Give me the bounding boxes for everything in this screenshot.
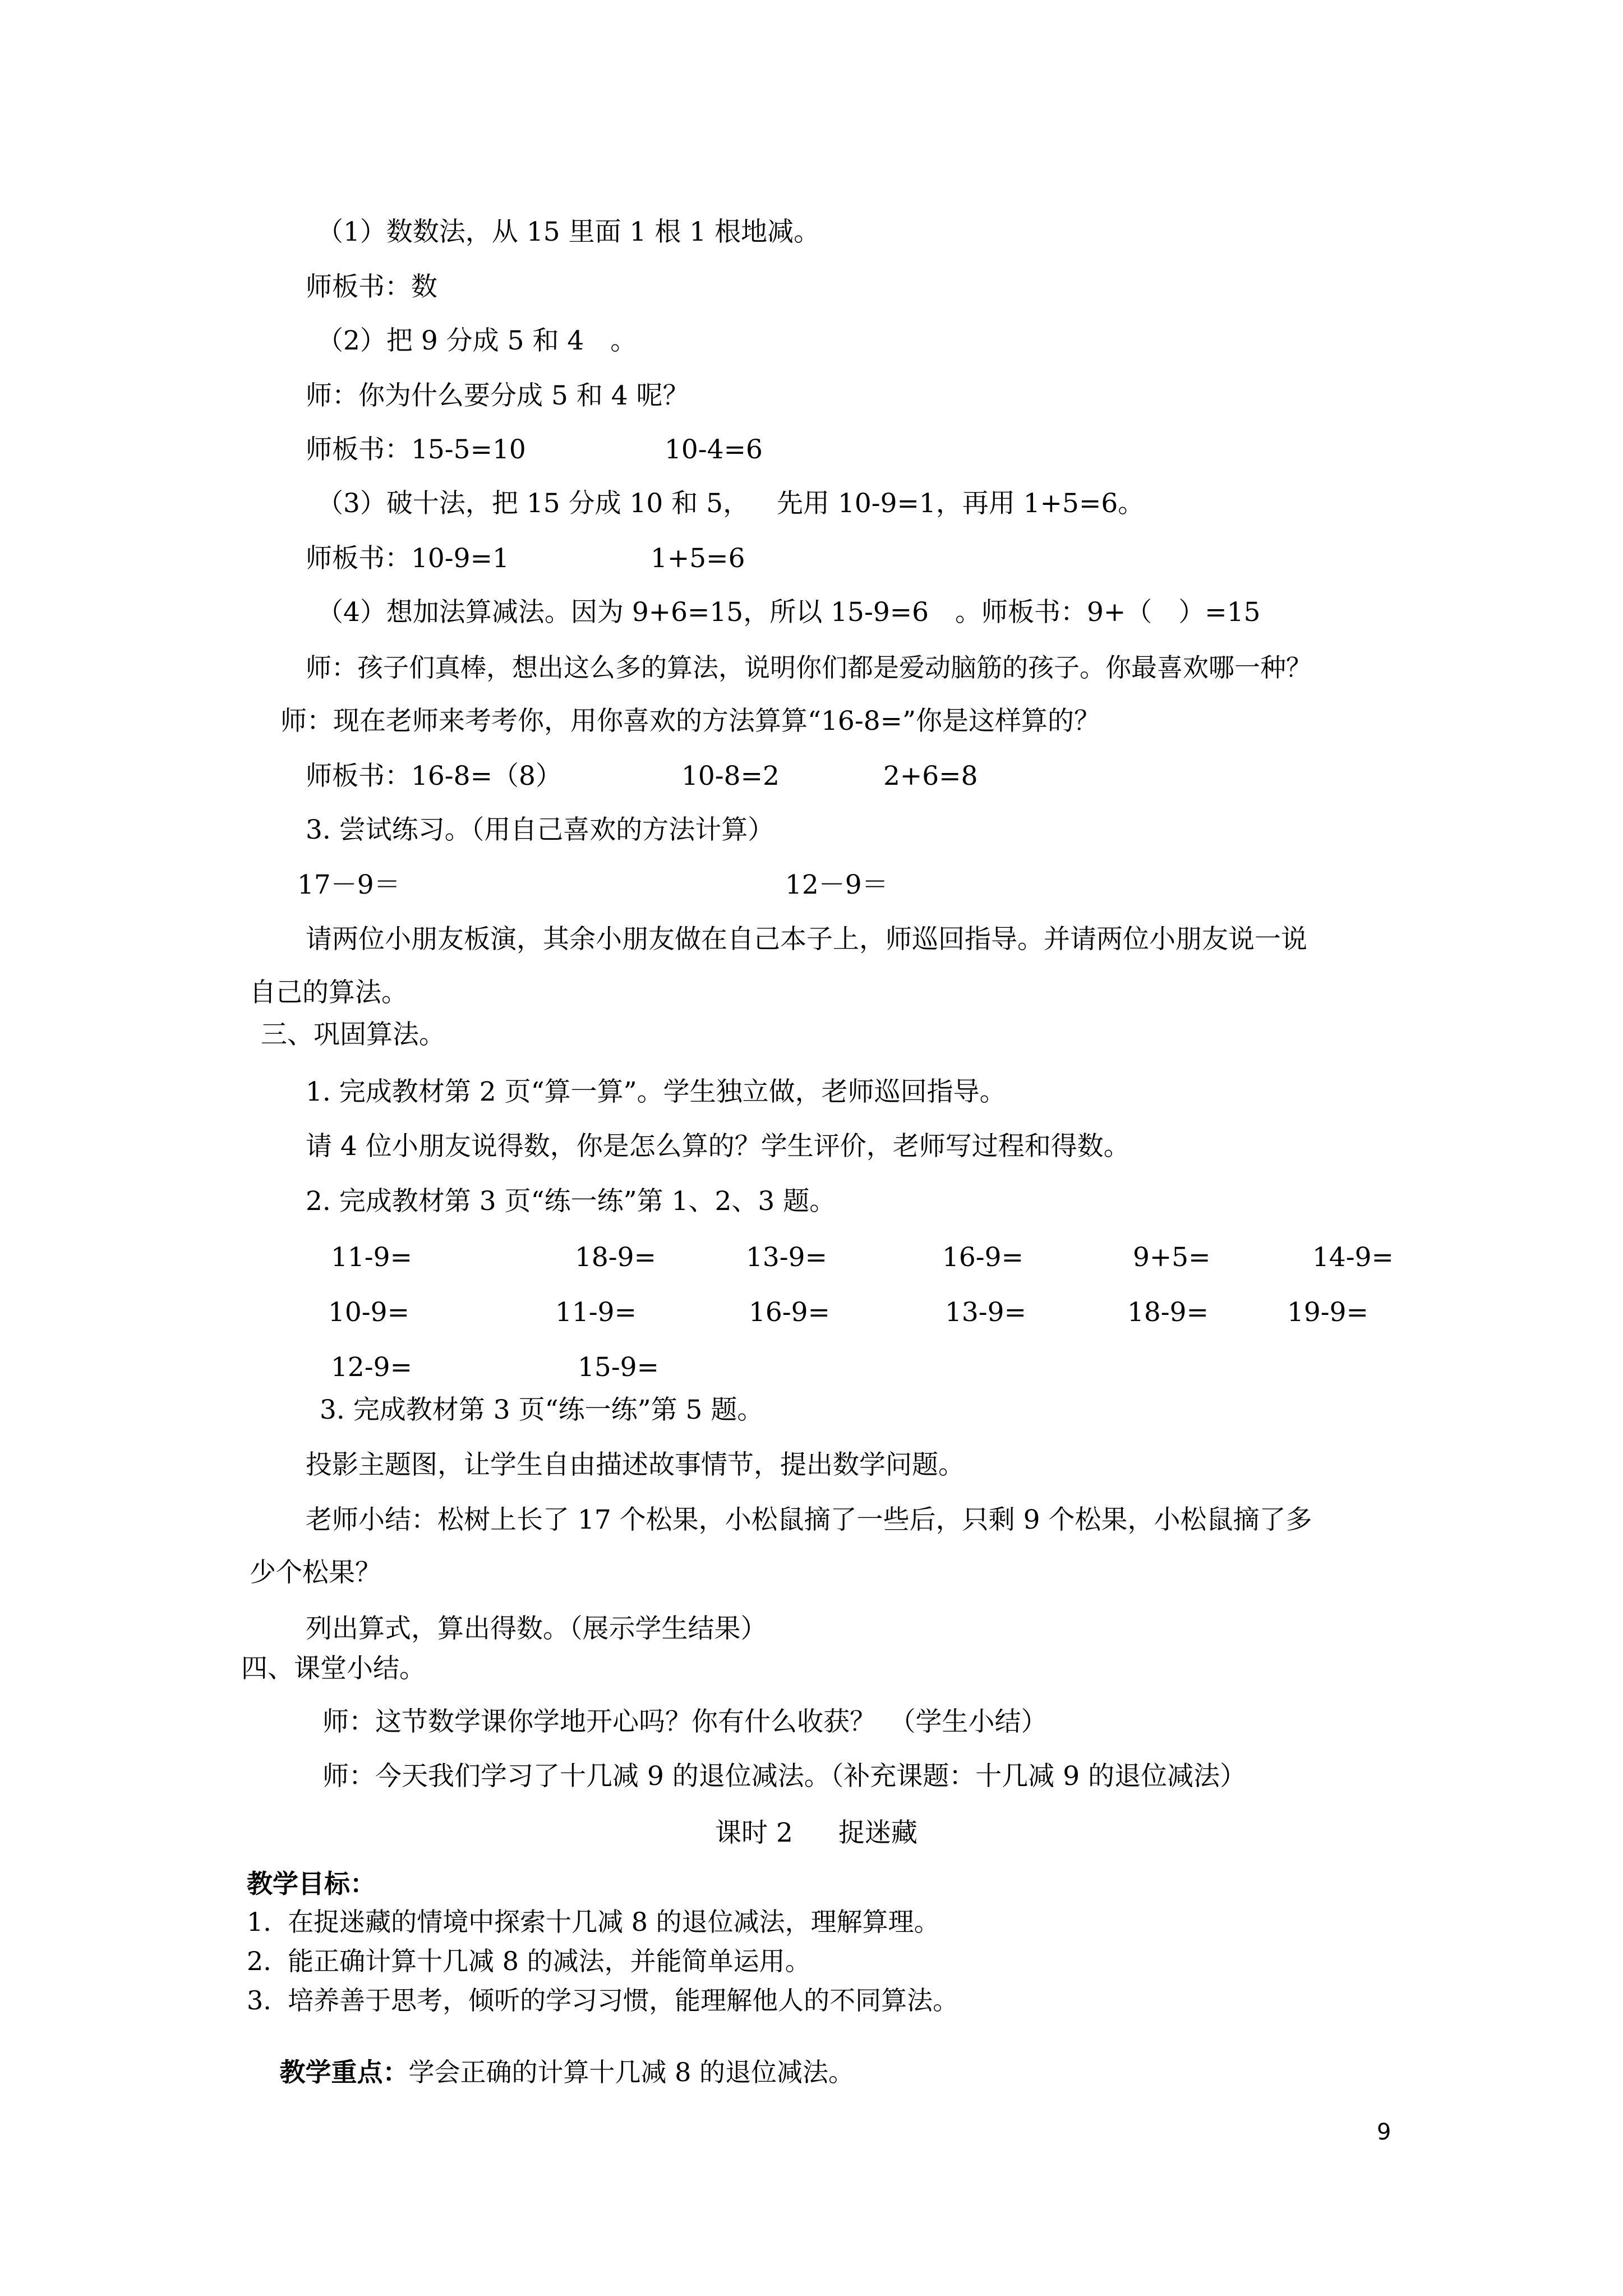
teacher-praise-line: 师：孩子们真棒，想出这么多的算法，说明你们都是爱动脑筋的孩子。你最喜欢哪一种？ xyxy=(306,652,1312,683)
exercise-item: 18-9= xyxy=(1127,1297,1209,1328)
exercise-item: 11-9= xyxy=(555,1297,637,1328)
method-2-line: （2）把 9 分成 5 和 4 。 xyxy=(317,325,637,356)
board-3-label: 师板书：10-9=1 xyxy=(306,543,509,574)
lesson-2-number: 课时 2 xyxy=(715,1818,793,1848)
exercise-item: 16-9= xyxy=(942,1242,1023,1273)
focus-label: 教学重点： xyxy=(279,2057,409,2087)
board-4-equation-2: 2+6=8 xyxy=(883,761,978,792)
board-3-equation: 1+5=6 xyxy=(651,543,745,574)
closing-line-2: 师：今天我们学习了十几减 9 的退位减法。（补充课题：十几减 9 的退位减法） xyxy=(322,1761,1247,1792)
formula-note: 列出算式，算出得数。（展示学生结果） xyxy=(306,1613,767,1644)
exercise-item: 11-9= xyxy=(331,1242,412,1273)
practice-equation: 12－9＝ xyxy=(785,869,888,900)
objective-item: 1. 在捉迷藏的情境中探索十几减 8 的退位减法，理解算理。 xyxy=(247,1907,940,1937)
exercise-item: 9+5= xyxy=(1133,1242,1211,1273)
method-3-part-b: 先用 10-9=1，再用 1+5=6。 xyxy=(777,488,1145,519)
practice-note-line-2: 自己的算法。 xyxy=(250,977,408,1008)
section-3-heading: 三、巩固算法。 xyxy=(261,1019,445,1050)
objectives-label: 教学目标： xyxy=(247,1869,376,1899)
section-4-heading: 四、课堂小结。 xyxy=(241,1653,426,1684)
practice-title: 3. 尝试练习。（用自己喜欢的方法计算） xyxy=(306,815,774,845)
exercise-item: 12-9= xyxy=(331,1352,412,1383)
exercise-item: 15-9= xyxy=(578,1352,659,1383)
focus-text: 学会正确的计算十几减 8 的退位减法。 xyxy=(408,2057,855,2087)
practice-equation: 17－9＝ xyxy=(297,869,400,900)
teacher-test-line: 师：现在老师来考考你，用你喜欢的方法算算“16-8=”你是这样算的？ xyxy=(280,706,1101,737)
focus-line xyxy=(247,2022,854,2123)
exercise-item: 18-9= xyxy=(575,1242,656,1273)
practice-note-line-1: 请两位小朋友板演，其余小朋友做在自己本子上，师巡回指导。并请两位小朋友说一说 xyxy=(306,924,1307,955)
board-1-line: 师板书：数 xyxy=(306,272,437,302)
method-4-line: （4）想加法算减法。因为 9+6=15，所以 15-9=6 。师板书：9+（ ）=15 xyxy=(317,597,1261,628)
exercise-item: 13-9= xyxy=(945,1297,1026,1328)
exercise-item: 13-9= xyxy=(746,1242,827,1273)
board-4-equation-1: 10-8=2 xyxy=(681,761,780,792)
page-number: 9 xyxy=(1377,2119,1391,2145)
objective-item: 3. 培养善于思考，倾听的学习习惯，能理解他人的不同算法。 xyxy=(247,1985,959,2016)
task-2-line: 2. 完成教材第 3 页“练一练”第 1、2、3 题。 xyxy=(306,1186,836,1217)
summary-line-1: 老师小结：松树上长了 17 个松果，小松鼠摘了一些后，只剩 9 个松果，小松鼠摘了多 xyxy=(306,1504,1312,1535)
method-1-line: （1）数数法，从 15 里面 1 根 1 根地减。 xyxy=(317,217,820,247)
summary-line-2: 少个松果？ xyxy=(250,1557,381,1588)
closing-line-1: 师：这节数学课你学地开心吗？你有什么收获？ （学生小结） xyxy=(322,1706,1048,1737)
task-3-line: 3. 完成教材第 3 页“练一练”第 5 题。 xyxy=(320,1395,764,1425)
exercise-item: 10-9= xyxy=(328,1297,409,1328)
board-4-label: 师板书：16-8=（8） xyxy=(306,761,562,792)
exercise-item: 14-9= xyxy=(1312,1242,1394,1273)
task-1-note: 请 4 位小朋友说得数，你是怎么算的？学生评价，老师写过程和得数。 xyxy=(306,1131,1130,1162)
board-2-equation: 10-4=6 xyxy=(665,434,763,465)
lesson-2-name: 捉迷藏 xyxy=(838,1818,917,1848)
board-2-label: 师板书：15-5=10 xyxy=(306,434,526,465)
exercise-item: 16-9= xyxy=(749,1297,830,1328)
task-3-note: 投影主题图，让学生自由描述故事情节，提出数学问题。 xyxy=(306,1450,965,1480)
objective-item: 2. 能正确计算十几减 8 的减法，并能简单运用。 xyxy=(247,1946,811,1976)
method-3-part-a: （3）破十法，把 15 分成 10 和 5， xyxy=(317,488,750,519)
teacher-question-line: 师：你为什么要分成 5 和 4 呢？ xyxy=(306,380,689,411)
task-1-line: 1. 完成教材第 2 页“算一算”。学生独立做，老师巡回指导。 xyxy=(306,1076,1006,1107)
exercise-item: 19-9= xyxy=(1287,1297,1368,1328)
